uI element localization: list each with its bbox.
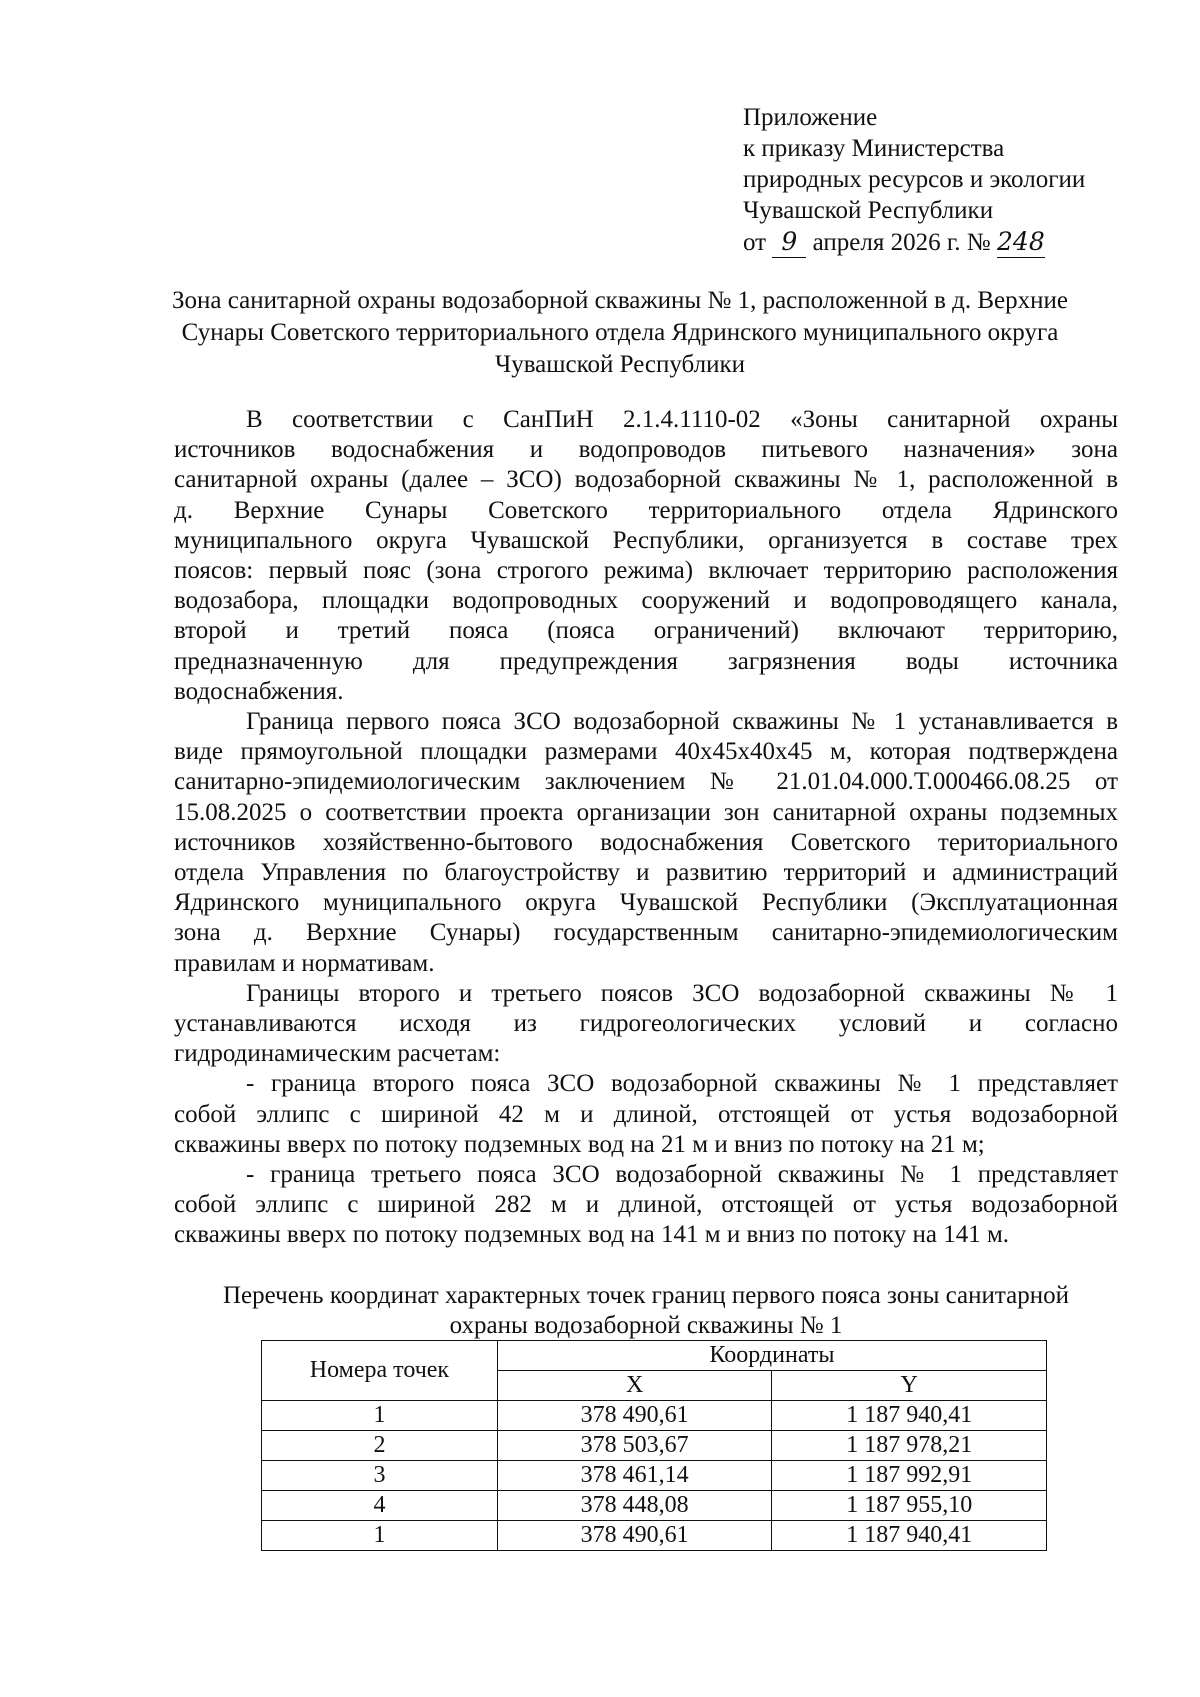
date-suffix: апреля 2026 г. № xyxy=(812,229,991,256)
appendix-line: природных ресурсов и экологии xyxy=(743,166,1086,193)
point-number-cell: 1 xyxy=(262,1401,498,1431)
title-line: Сунары Советского территориального отдела Ядринского муниципального округа xyxy=(181,319,1059,346)
x-coord-cell: 378 448,08 xyxy=(497,1491,772,1521)
table-title-line: охраны водозаборной скважины № 1 xyxy=(449,1312,843,1339)
header-points: Номера точек xyxy=(262,1341,498,1401)
table-title-line: Перечень координат характерных точек границ первого пояса зоны санитарной xyxy=(223,1282,1069,1309)
table-row xyxy=(262,1491,1047,1521)
appendix-line: Чувашской Республики xyxy=(743,197,994,224)
paragraph-line: Границы второго и третьего поясов ЗСО водозаборной скважины № 1 xyxy=(246,979,1118,1007)
paragraph-line: отдела Управления по благоустройству и развитию территорий и администраций xyxy=(174,859,1118,887)
appendix-block xyxy=(743,102,1163,258)
coordinates-table xyxy=(261,1340,1047,1551)
paragraph-5 xyxy=(174,1160,1118,1251)
paragraph-line: источников водоснабжения и водопроводов питьевого назначения» зона xyxy=(174,436,1118,464)
paragraph-line: санитарной охраны (далее – ЗСО) водозаборной скважины № 1, расположенной в xyxy=(174,466,1118,494)
paragraph-line: 15.08.2025 о соответствии проекта организации зон санитарной охраны подземных xyxy=(174,798,1118,826)
header-y: Y xyxy=(772,1371,1047,1401)
x-coord-cell: 378 461,14 xyxy=(497,1461,772,1491)
document-body xyxy=(174,405,1118,1251)
paragraph-line: водоснабжения. xyxy=(174,677,344,705)
paragraph-line: водозабора, площадки водопроводных сооружений и водопроводящего канала, xyxy=(174,587,1118,615)
paragraph-line: второй и третий пояса (пояса ограничений) включают территорию, xyxy=(174,617,1118,645)
point-number-cell: 4 xyxy=(262,1491,498,1521)
paragraph-2 xyxy=(174,707,1118,979)
paragraph-line: виде прямоугольной площадки размерами 40х45х40х45 м, которая подтверждена xyxy=(174,738,1118,766)
paragraph-line: собой эллипс с шириной 42 м и длиной, отстоящей от устья водозаборной xyxy=(174,1100,1118,1128)
paragraph-line: - граница второго пояса ЗСО водозаборной скважины № 1 представляет xyxy=(246,1070,1118,1098)
title-line: Чувашской Республики xyxy=(494,351,746,378)
paragraph-line: - граница третьего пояса ЗСО водозаборной скважины № 1 представляет xyxy=(246,1161,1118,1189)
x-coord-cell: 378 490,61 xyxy=(497,1401,772,1431)
paragraph-1 xyxy=(174,405,1118,707)
paragraph-line: гидродинамическим расчетам: xyxy=(174,1040,501,1068)
paragraph-line: зона д. Верхние Сунары) государственным санитарно-эпидемиологическим xyxy=(174,919,1118,947)
table-header-row xyxy=(262,1341,1047,1371)
paragraph-line: Ядринского муниципального округа Чувашской Республики (Эксплуатационная xyxy=(174,889,1118,917)
paragraph-line: устанавливаются исходя из гидрогеологических условий и согласно xyxy=(174,1010,1118,1038)
paragraph-line: В соответствии с СанПиН 2.1.4.1110-02 «Зоны санитарной охраны xyxy=(246,406,1118,433)
paragraph-line: скважины вверх по потоку подземных вод на 21 м и вниз по потоку на 21 м; xyxy=(174,1130,985,1158)
y-coord-cell: 1 187 992,91 xyxy=(772,1461,1047,1491)
appendix-date-line xyxy=(743,226,1163,258)
table-row xyxy=(262,1431,1047,1461)
table-title xyxy=(174,1281,1118,1341)
table-body xyxy=(262,1401,1047,1551)
y-coord-cell: 1 187 940,41 xyxy=(772,1521,1047,1551)
header-coords: Координаты xyxy=(497,1341,1046,1371)
y-coord-cell: 1 187 978,21 xyxy=(772,1431,1047,1461)
paragraph-line: поясов: первый пояс (зона строгого режима) включает территорию расположения xyxy=(174,557,1118,585)
table-row xyxy=(262,1521,1047,1551)
point-number-cell: 2 xyxy=(262,1431,498,1461)
table-row xyxy=(262,1401,1047,1431)
x-coord-cell: 378 490,61 xyxy=(497,1521,772,1551)
date-prefix: от xyxy=(743,229,767,256)
point-number-cell: 1 xyxy=(262,1521,498,1551)
y-coord-cell: 1 187 955,10 xyxy=(772,1491,1047,1521)
handwritten-day: 9 xyxy=(772,226,806,258)
appendix-line: к приказу Министерства xyxy=(743,135,1005,162)
paragraph-line: санитарно-эпидемиологическим заключением № 21.01.04.000.Т.000466.08.25 от xyxy=(174,768,1118,796)
paragraph-line: собой эллипс с шириной 282 м и длиной, отстоящей от устья водозаборной xyxy=(174,1191,1118,1219)
paragraph-line: правилам и нормативам. xyxy=(174,949,435,977)
table-row xyxy=(262,1461,1047,1491)
paragraph-4 xyxy=(174,1069,1118,1160)
x-coord-cell: 378 503,67 xyxy=(497,1431,772,1461)
appendix-line: Приложение xyxy=(743,104,878,131)
paragraph-line: источников хозяйственно-бытового водоснабжения Советского териториального xyxy=(174,828,1118,856)
title-line: Зона санитарной охраны водозаборной скважины № 1, расположенной в д. Верхние xyxy=(172,287,1068,314)
paragraph-line: скважины вверх по потоку подземных вод на 141 м и вниз по потоку на 141 м. xyxy=(174,1221,1010,1249)
header-x: X xyxy=(497,1371,772,1401)
paragraph-line: Граница первого пояса ЗСО водозаборной скважины № 1 устанавливается в xyxy=(246,708,1118,736)
document-title xyxy=(150,285,1090,381)
paragraph-3 xyxy=(174,979,1118,1070)
handwritten-order-number: 248 xyxy=(997,227,1045,256)
point-number-cell: 3 xyxy=(262,1461,498,1491)
paragraph-line: д. Верхние Сунары Советского территориального отдела Ядринского xyxy=(174,496,1118,524)
y-coord-cell: 1 187 940,41 xyxy=(772,1401,1047,1431)
paragraph-line: предназначенную для предупреждения загрязнения воды источника xyxy=(174,647,1118,675)
paragraph-line: муниципального округа Чувашской Республики, организуется в составе трех xyxy=(174,526,1118,554)
